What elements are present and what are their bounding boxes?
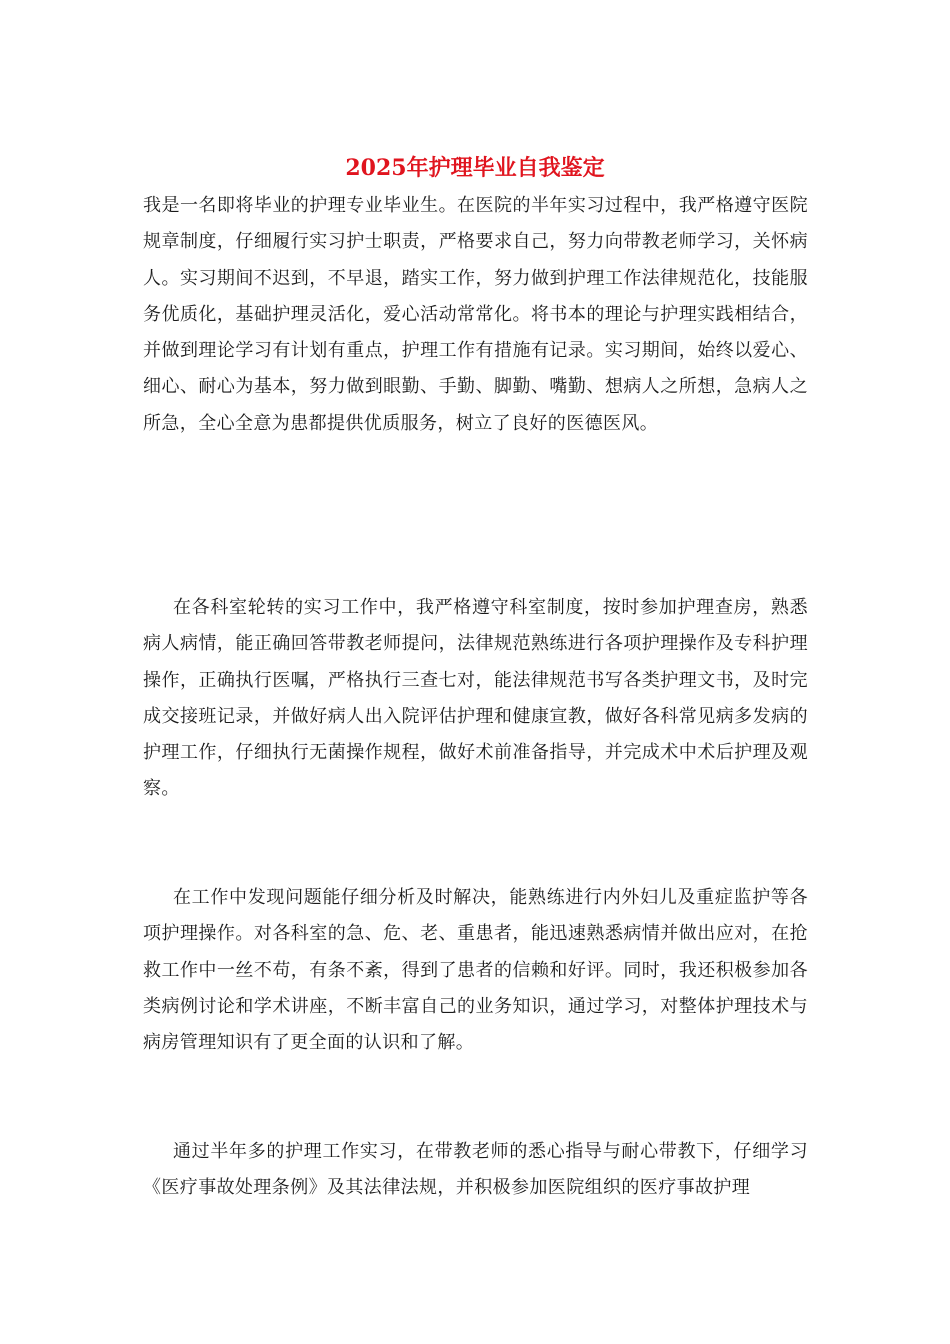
paragraph-3: 在工作中发现问题能仔细分析及时解决，能熟练进行内外妇儿及重症监护等各项护理操作。对各科室的急、危、老、重患者，能迅速熟悉病情并做出应对，在抢救工作中一丝不苟，有条不紊，得到了患者的信赖和好评。同时，我还积极参加各类病例讨论和学术讲座，不断丰富自己的业务知识，通过学习，对整体护理技术与病房管理知识有了更全面的认识和了解。 bbox=[143, 887, 808, 1054]
paragraph-2: 在各科室轮转的实习工作中，我严格遵守科室制度，按时参加护理查房，熟悉病人病情，能正确回答带教老师提问，法律规范熟练进行各项护理操作及专科护理操作，正确执行医嘱，严格执行三查七对，能法律规范书写各类护理文书，及时完成交接班记录，并做好病人出入院评估护理和健康宣教，做好各科常见病多发病的护理工作，仔细执行无菌操作规程，做好术前准备指导，并完成术中术后护理及观察。 bbox=[143, 597, 808, 800]
paragraph-1: 我是一名即将毕业的护理专业毕业生。在医院的半年实习过程中，我严格遵守医院规章制度，仔细履行实习护士职责，严格要求自己，努力向带教老师学习，关怀病人。实习期间不迟到，不早退，踏实工作，努力做到护理工作法律规范化，技能服务优质化，基础护理灵活化，爱心活动常常化。将书本的理论与护理实践相结合，并做到理论学习有计划有重点，护理工作有措施有记录。实习期间，始终以爱心、细心、耐心为基本，努力做到眼勤、手勤、脚勤、嘴勤、想病人之所想，急病人之所急，全心全意为患都提供优质服务，树立了良好的医德医风。 bbox=[143, 195, 808, 434]
document-title: 2025年护理毕业自我鉴定 bbox=[345, 155, 605, 181]
paragraph-4: 通过半年多的护理工作实习，在带教老师的悉心指导与耐心带教下，仔细学习《医疗事故处理条例》及其法律法规，并积极参加医院组织的医疗事故护理 bbox=[143, 1141, 808, 1199]
